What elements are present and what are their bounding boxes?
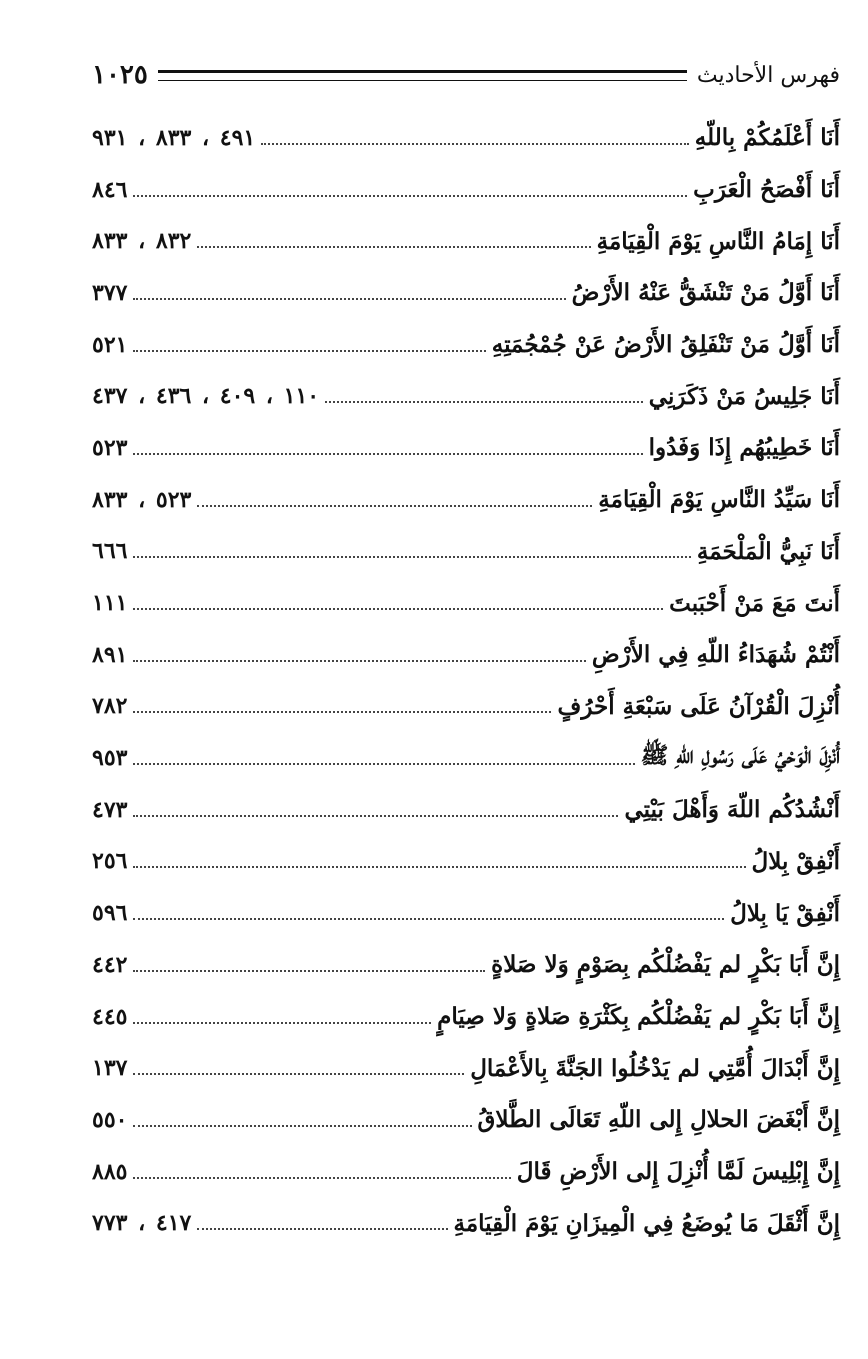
index-entry <box>92 1042 840 1094</box>
index-entry <box>92 577 840 629</box>
hadith-text: أَنَا جَلِيسُ مَنْ ذَكَرَنِي <box>648 382 840 410</box>
page-number: ١٠٢٥ <box>92 60 148 90</box>
dot-leader <box>133 918 724 920</box>
page-references: ٤١٧ ، ٧٧٣ <box>92 1210 192 1237</box>
index-entry <box>92 215 840 267</box>
index-entry <box>92 112 840 164</box>
dot-leader <box>133 1177 510 1179</box>
page-references: ٩٥٣ <box>92 745 128 772</box>
page-references: ٤٤٥ <box>92 1003 128 1030</box>
dot-leader <box>133 1073 464 1075</box>
page-references: ٨٨٥ <box>92 1158 128 1185</box>
index-entry <box>92 887 840 939</box>
dot-leader <box>133 763 634 765</box>
page-references: ٧٨٢ <box>92 693 128 720</box>
dot-leader <box>197 246 590 248</box>
dot-leader <box>133 350 485 352</box>
page-references: ٤٧٣ <box>92 796 128 823</box>
dot-leader <box>133 1125 471 1127</box>
hadith-text: إِنَّ أَبَا بَكْرٍ لم يَفْضُلْكُم بِصَوْمٍ وَلا صَلاةٍ <box>491 951 840 979</box>
hadith-text: أَنتَ مَعَ مَنْ أَحْبَبتَ <box>669 589 840 617</box>
dot-leader <box>133 711 551 713</box>
index-entry <box>92 681 840 733</box>
index-entry <box>92 422 840 474</box>
header-rule <box>158 70 687 81</box>
page-references: ٨٣٢ ، ٨٣٣ <box>92 228 192 255</box>
index-entry <box>92 1146 840 1198</box>
dot-leader <box>133 298 565 300</box>
page-references: ٨٩١ <box>92 641 128 668</box>
dot-leader <box>133 970 485 972</box>
page-references: ٣٧٧ <box>92 279 128 306</box>
index-entry <box>92 629 840 681</box>
page-references: ١٣٧ <box>92 1055 128 1082</box>
index-entry <box>92 474 840 526</box>
page-references: ٤٤٢ <box>92 951 128 978</box>
hadith-text: إِنَّ أَبْغَضَ الحلالِ إِلى اللّهِ تَعَالَى الطَّلاقُ <box>477 1106 840 1134</box>
dot-leader <box>133 195 687 197</box>
dot-leader <box>325 401 643 403</box>
index-entry <box>92 836 840 888</box>
page-references: ٤٩١ ، ٨٣٣ ، ٩٣١ <box>92 124 256 151</box>
hadith-text: أَنَا أَفْصَحُ الْعَرَبِ <box>693 176 840 204</box>
hadith-text: أُنْزِلَ الْقُرْآنُ عَلَى سَبْعَةِ أَحْرُفٍ <box>557 692 840 720</box>
hadith-text: إِنَّ أَبَا بَكْرٍ لم يَفْضُلْكُم بِكَثْرَةِ صَلاةٍ وَلا صِيَامٍ <box>437 1003 840 1031</box>
index-entry <box>92 732 840 784</box>
hadith-text: أَنْشُدُكُم اللّهَ وَأَهْلَ بَيْتِي <box>624 796 840 824</box>
hadith-text: أَنَا خَطِيبُهُم إِذَا وَفَدُوا <box>648 434 840 462</box>
hadith-text: أَنْتُمْ شُهَدَاءُ اللّهِ فِي الأَرْضِ <box>591 641 840 669</box>
page-references: ١١٠ ، ٤٠٩ ، ٤٣٦ ، ٤٣٧ <box>92 383 320 410</box>
dot-leader <box>133 556 690 558</box>
page-references: ١١١ <box>92 590 128 617</box>
page-references: ٥٢٣ ، ٨٣٣ <box>92 486 192 513</box>
hadith-text: أَنَا سَيِّدُ النَّاسِ يَوْمَ الْقِيَامَةِ <box>598 486 840 514</box>
page-header <box>92 58 840 92</box>
dot-leader <box>197 505 592 507</box>
hadith-text: أُنْزِلَ الْوَحْيُ عَلَى رَسُولِ اللّهِ ﷺ <box>640 742 840 770</box>
hadith-text: أَنَا أَوَّلُ مَنْ تَنْشَقُّ عَنْهُ الأَرْضُ <box>571 279 840 307</box>
hadith-text: إِنَّ أَثْقَلَ مَا يُوضَعُ فِي الْمِيزَانِ يَوْمَ الْقِيَامَةِ <box>453 1209 840 1237</box>
hadith-text: إِنَّ أَبْدَالَ أُمَّتِي لم يَدْخُلُوا الجَنَّةَ بِالأَعْمَالِ <box>470 1054 840 1082</box>
hadith-text: أَنَا أَعْلَمُكُمْ بِاللّهِ <box>694 124 840 152</box>
page-references: ٥٩٦ <box>92 900 128 927</box>
page-references: ٦٦٦ <box>92 538 128 565</box>
index-entry <box>92 267 840 319</box>
index-entry <box>92 1094 840 1146</box>
hadith-text: أَنْفِقْ يَا بِلالُ <box>730 899 840 927</box>
hadith-text: أَنْفِقْ بِلالُ <box>751 847 840 875</box>
hadith-index-list <box>92 112 840 1249</box>
dot-leader <box>133 866 745 868</box>
index-entry <box>92 370 840 422</box>
hadith-text: أَنَا إِمَامُ النَّاسِ يَوْمَ الْقِيَامَةِ <box>596 227 840 255</box>
dot-leader <box>261 143 689 145</box>
index-entry <box>92 319 840 371</box>
page-references: ٥٢٣ <box>92 434 128 461</box>
index-entry <box>92 991 840 1043</box>
hadith-text: إِنَّ إِبْلِيسَ لَمَّا أُنْزِلَ إِلى الأَرْضِ قَالَ <box>516 1158 840 1186</box>
dot-leader <box>133 608 663 610</box>
page-references: ٨٤٦ <box>92 176 128 203</box>
index-entry <box>92 784 840 836</box>
index-entry <box>92 526 840 578</box>
hadith-text: أَنَا نَبِيُّ الْمَلْحَمَةِ <box>696 537 840 565</box>
dot-leader <box>133 453 642 455</box>
page-references: ٢٥٦ <box>92 848 128 875</box>
index-entry <box>92 939 840 991</box>
page-references: ٥٥٠ <box>92 1106 128 1133</box>
hadith-text: أَنَا أَوَّلُ مَنْ تَنْفَلِقُ الأَرْضُ عَنْ جُمْجُمَتِهِ <box>491 331 840 359</box>
index-entry <box>92 1197 840 1249</box>
page-references: ٥٢١ <box>92 331 128 358</box>
dot-leader <box>133 660 585 662</box>
dot-leader <box>133 1022 431 1024</box>
index-entry <box>92 164 840 216</box>
dot-leader <box>133 815 618 817</box>
header-title: فهرس الأحاديث <box>696 62 840 88</box>
dot-leader <box>197 1228 447 1230</box>
